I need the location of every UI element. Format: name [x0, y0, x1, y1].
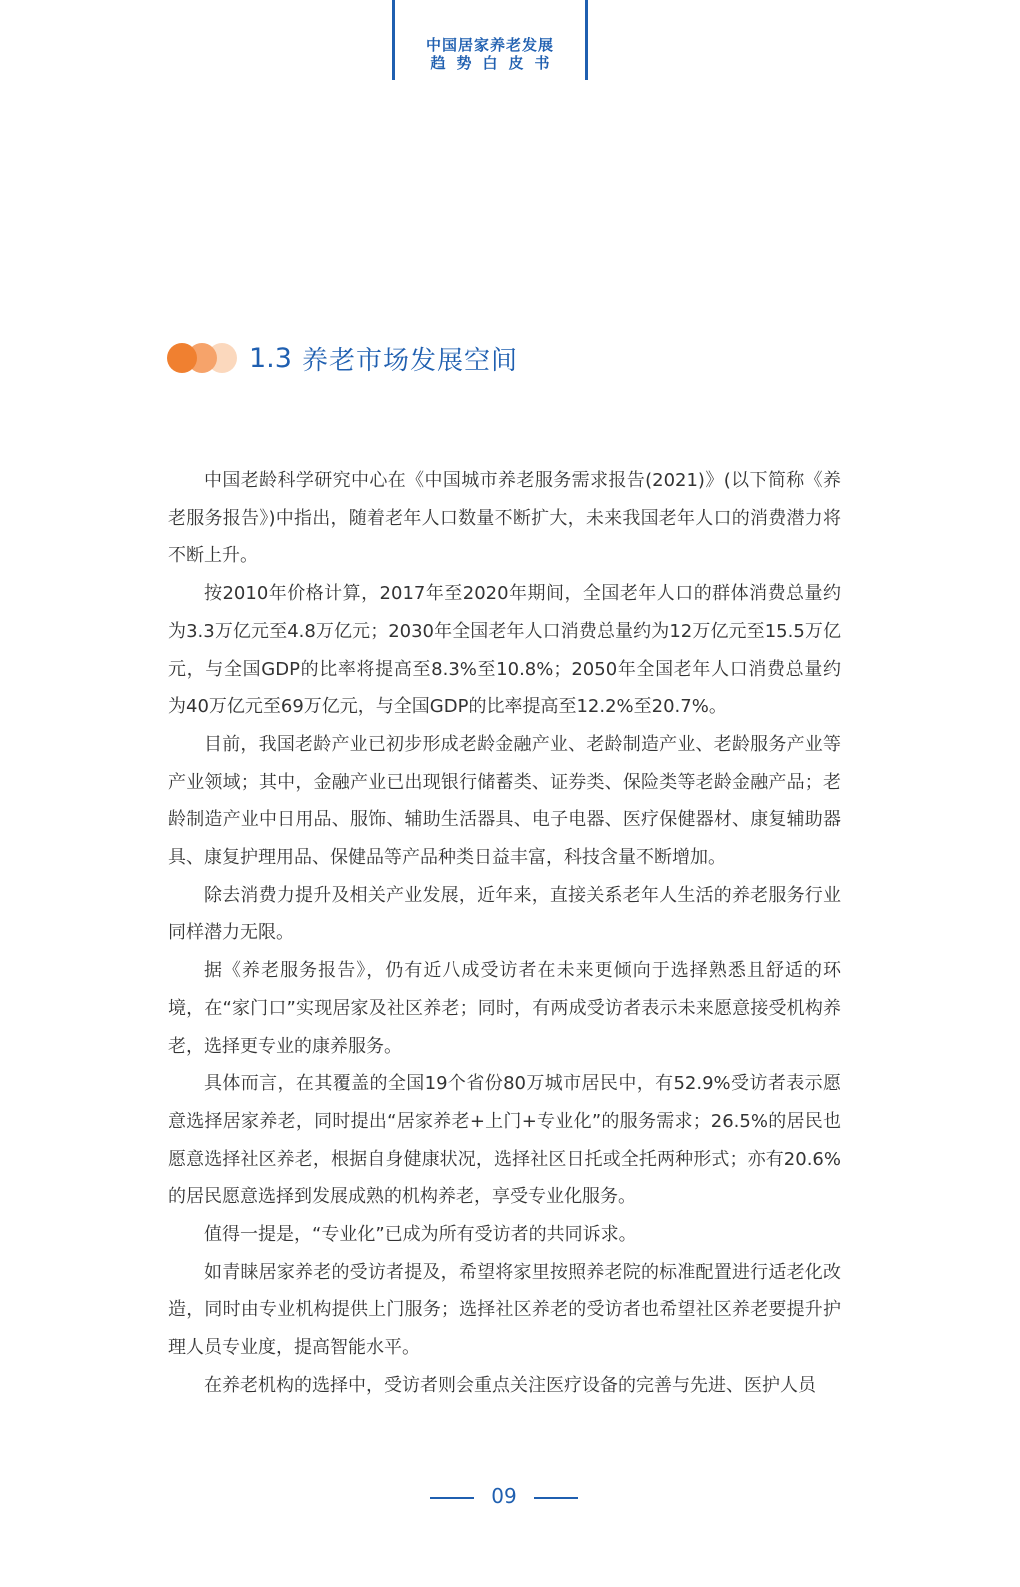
paragraph: 据《养老服务报告》，仍有近八成受访者在未来更倾向于选择熟悉且舒适的环境，在“家门口”实现居家及社区养老；同时，有两成受访者表示未来愿意接受机构养老，选择更专业的康养服务。	[168, 960, 841, 1057]
section-number: 1.3	[249, 342, 292, 374]
section-heading	[167, 336, 518, 380]
paragraph: 在养老机构的选择中，受访者则会重点关注医疗设备的完善与先进、医护人员	[204, 1374, 816, 1396]
paragraph: 值得一提是，“专业化”已成为所有受访者的共同诉求。	[204, 1224, 637, 1246]
page-number: 09	[491, 1484, 517, 1508]
paragraph: 中国老龄科学研究中心在《中国城市养老服务需求报告(2021)》(以下简称《养老服务报告》)中指出，随着老年人口数量不断扩大，未来我国老年人口的消费潜力将不断上升。	[168, 470, 841, 567]
footer-line-right	[534, 1497, 578, 1499]
paragraph: 具体而言，在其覆盖的全国19个省份80万城市居民中，有52.9%受访者表示愿意选择居家养老，同时提出“居家养老+上门+专业化”的服务需求；26.5%的居民也愿意选择社区养老，根据自身健康状况，选择社区日托或全托两种形式；亦有20.6%的居民愿意选择到发展成熟的机构养老，享受专业化服务。	[168, 1073, 841, 1208]
paragraph: 目前，我国老龄产业已初步形成老龄金融产业、老龄制造产业、老龄服务产业等产业领域；其中，金融产业已出现银行储蓄类、证券类、保险类等老龄金融产品；老龄制造产业中日用品、服饰、辅助生活器具、电子电器、医疗保健器材、康复辅助器具、康复护理用品、保健品等产品种类日益丰富，科技含量不断增加。	[168, 733, 841, 869]
header-title-line1: 中国居家养老发展	[425, 36, 554, 54]
paragraph: 如青睐居家养老的受访者提及，希望将家里按照养老院的标准配置进行适老化改造，同时由专业机构提供上门服务；选择社区养老的受访者也希望社区养老要提升护理人员专业度，提高智能水平。	[168, 1261, 841, 1359]
heading-dots-icon	[167, 342, 241, 374]
dot-dark	[167, 343, 197, 373]
page-footer	[0, 1482, 1020, 1512]
paragraph: 除去消费力提升及相关产业发展，近年来，直接关系老年人生活的养老服务行业同样潜力无限。	[168, 884, 841, 944]
paragraph: 按2010年价格计算，2017年至2020年期间，全国老年人口的群体消费总量约为3.3万亿元至4.8万亿元；2030年全国老年人口消费总量约为12万亿元至15.5万亿元，与全国GDP的比率将提高至8.3%至10.8%；2050年全国老年人口消费总量约为40万亿元至69万亿元，与全国GDP的比率提高至12.2%至20.7%。	[168, 583, 841, 718]
header-title-line2: 趋势白皮书	[430, 54, 561, 72]
section-title: 养老市场发展空间	[301, 345, 518, 376]
running-header	[392, 0, 588, 80]
footer-line-left	[430, 1497, 474, 1499]
body-text	[168, 462, 841, 1405]
